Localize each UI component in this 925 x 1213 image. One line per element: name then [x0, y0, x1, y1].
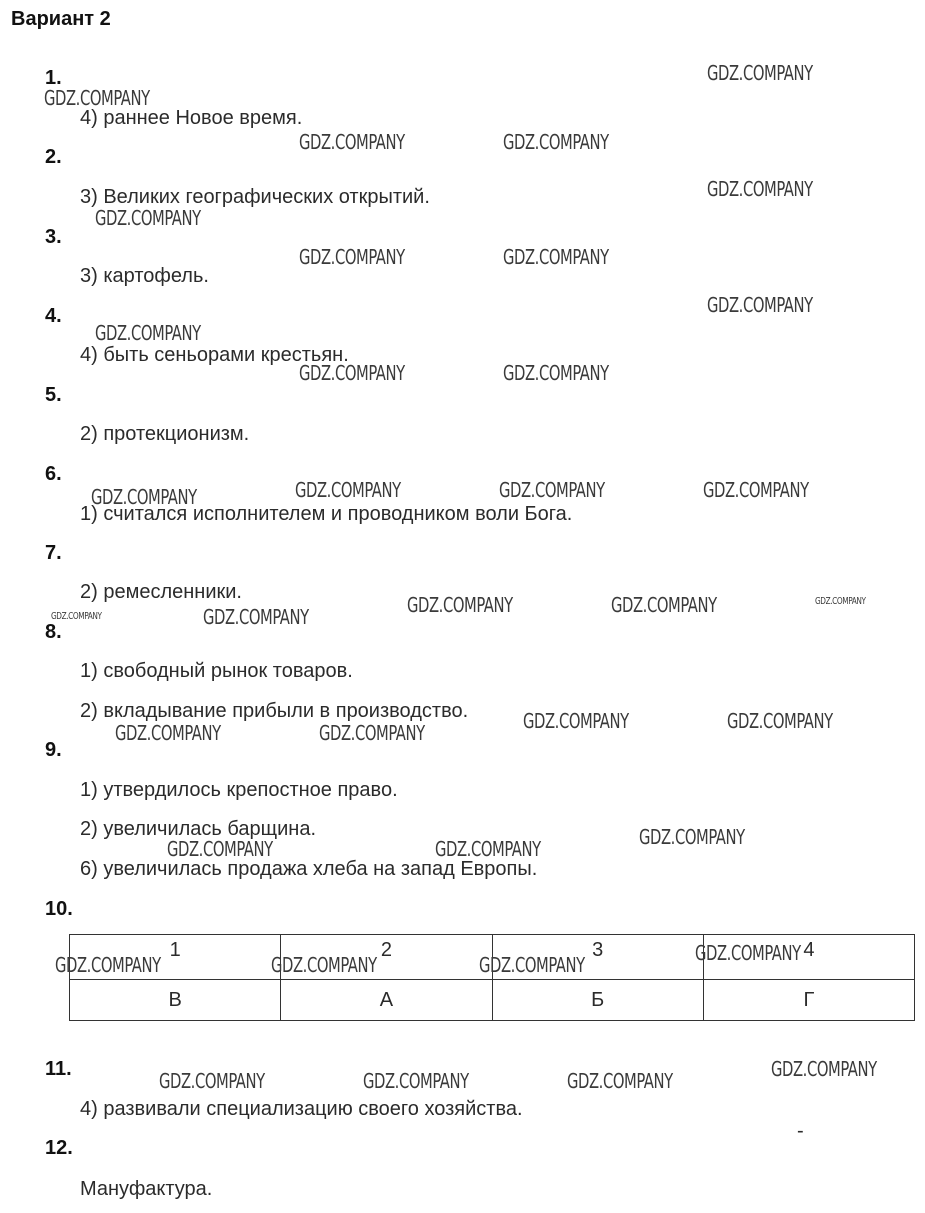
watermark: GDZ.COMPANY	[95, 206, 201, 230]
question-number: 12.	[45, 1137, 73, 1159]
table-header-cell: 3	[492, 935, 703, 980]
watermark: GDZ.COMPANY	[503, 245, 609, 269]
table-cell: А	[281, 980, 492, 1021]
question-number: 6.	[45, 463, 62, 485]
table-cell: В	[70, 980, 281, 1021]
watermark: GDZ.COMPANY	[503, 361, 609, 385]
table-cell: Г	[703, 980, 914, 1021]
question-number: 1.	[45, 67, 62, 89]
answer-text: 4) быть сеньорами крестьян.	[80, 344, 349, 366]
answer-text: 1) свободный рынок товаров.	[80, 660, 353, 682]
answer-text: Мануфактура.	[80, 1178, 213, 1200]
watermark: GDZ.COMPANY	[567, 1069, 673, 1093]
answer-text: 4) раннее Новое время.	[80, 107, 303, 129]
watermark: GDZ.COMPANY	[727, 709, 833, 733]
watermark: GDZ.COMPANY	[271, 953, 377, 977]
watermark: GDZ.COMPANY	[707, 293, 813, 317]
watermark: GDZ.COMPANY	[55, 953, 161, 977]
table-header-row	[70, 935, 915, 980]
watermark: GDZ.COMPANY	[523, 709, 629, 733]
watermark: GDZ.COMPANY	[407, 593, 513, 617]
watermark: GDZ.COMPANY	[299, 130, 405, 154]
watermark: GDZ.COMPANY	[479, 953, 585, 977]
stray-dash: -	[797, 1120, 804, 1142]
watermark: GDZ.COMPANY	[95, 321, 201, 345]
question-number: 4.	[45, 305, 62, 327]
watermark: GDZ.COMPANY	[299, 361, 405, 385]
table-cell: Б	[492, 980, 703, 1021]
watermark: GDZ.COMPANY	[707, 61, 813, 85]
watermark: GDZ.COMPANY	[499, 478, 605, 502]
page-title: Вариант 2	[11, 8, 111, 30]
answer-text: 2) протекционизм.	[80, 423, 250, 445]
question-number: 11.	[45, 1058, 72, 1080]
answer-text: 1) считался исполнителем и проводником воли Бога.	[80, 503, 573, 525]
watermark: GDZ.COMPANY	[707, 177, 813, 201]
answer-text: 3) Великих географических открытий.	[80, 186, 430, 208]
watermark: GDZ.COMPANY	[703, 478, 809, 502]
question-number: 7.	[45, 542, 62, 564]
watermark: GDZ.COMPANY	[639, 825, 745, 849]
question-number: 5.	[45, 384, 62, 406]
watermark: GDZ.COMPANY	[611, 593, 717, 617]
question-number: 8.	[45, 621, 62, 643]
watermark: GDZ.COMPANY	[51, 611, 102, 622]
answer-table	[69, 934, 915, 1021]
watermark: GDZ.COMPANY	[503, 130, 609, 154]
watermark: GDZ.COMPANY	[815, 596, 866, 607]
watermark: GDZ.COMPANY	[167, 837, 273, 861]
watermark: GDZ.COMPANY	[695, 941, 801, 965]
watermark: GDZ.COMPANY	[295, 478, 401, 502]
watermark: GDZ.COMPANY	[319, 721, 425, 745]
question-number: 10.	[45, 898, 73, 920]
watermark: GDZ.COMPANY	[299, 245, 405, 269]
table-header-cell: 1	[70, 935, 281, 980]
answer-text: 2) увеличилась барщина.	[80, 818, 316, 840]
watermark: GDZ.COMPANY	[91, 485, 197, 509]
question-number: 3.	[45, 226, 62, 248]
watermark: GDZ.COMPANY	[771, 1057, 877, 1081]
watermark: GDZ.COMPANY	[203, 605, 309, 629]
table-row	[70, 980, 915, 1021]
table-header-cell: 2	[281, 935, 492, 980]
watermark: GDZ.COMPANY	[435, 837, 541, 861]
table-header-cell: 4	[703, 935, 914, 980]
question-number: 2.	[45, 146, 62, 168]
watermark: GDZ.COMPANY	[159, 1069, 265, 1093]
answer-text: 4) развивали специализацию своего хозяйства.	[80, 1098, 523, 1120]
answer-text: 6) увеличилась продажа хлеба на запад Европы.	[80, 858, 538, 880]
answer-text: 2) вкладывание прибыли в производство.	[80, 700, 469, 722]
answer-text: 2) ремесленники.	[80, 581, 242, 603]
answer-text: 1) утвердилось крепостное право.	[80, 779, 398, 801]
answer-text: 3) картофель.	[80, 265, 209, 287]
question-number: 9.	[45, 739, 62, 761]
watermark: GDZ.COMPANY	[115, 721, 221, 745]
watermark: GDZ.COMPANY	[44, 86, 150, 110]
watermark: GDZ.COMPANY	[363, 1069, 469, 1093]
